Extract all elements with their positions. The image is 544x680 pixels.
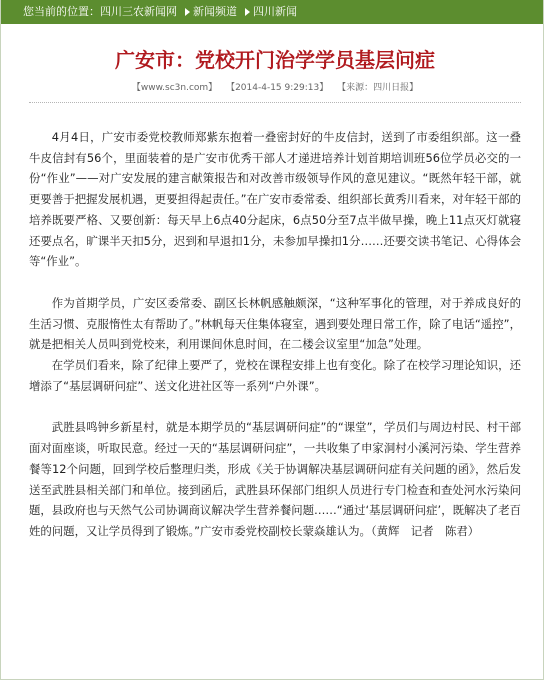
article-body [29,127,521,542]
breadcrumb-link-sichuan-news[interactable]: 四川新闻 [253,5,297,18]
article-paragraph: 武胜县鸣钟乡新星村，就是本期学员的“基层调研问症”的“课堂”，学员们与周边村民、村干部面对面座谈，听取民意。经过一天的“基层调研问症”，一共收集了申家洞村小溪河污染、学生营养餐等12个问题，回到学校后整理归类，形成《关于协调解决基层调研问症有关问题的函》，然后发送至武胜县相关部门和单位。接到函后，武胜县环保部门组织人员进行专门检查和查处河水污染问题，县政府也与天然气公司协调商议解决学生营养餐问题……“通过‘基层调研问症’，既解决了老百姓的问题，又让学员得到了锻炼。”广安市委党校副校长蒙焱雄认为。（黄辉 记者 陈君） [29,420,521,538]
title-divider [29,102,521,103]
article-paragraph: 在学员们看来，除了纪律上要严了，党校在课程安排上也有变化。除了在校学习理论知识，还增添了“基层调研问症”、送文化进社区等一系列“户外课”。 [29,358,521,393]
breadcrumb-prefix: 您当前的位置： [23,5,100,18]
breadcrumb-arrow-icon [185,8,190,16]
meta-source: 【来源：四川日报】 [337,83,419,93]
article-paragraph: 4月4日，广安市委党校教师郑紫东抱着一叠密封好的牛皮信封，送到了市委组织部。这一叠牛皮信封有56个，里面装着的是广安市优秀干部人才递进培养计划首期培训班56位学员必交的一份“作业”——对广安发展的建言献策报告和对改善市级领导作风的意见建议。“既然年轻干部，就更要善于把握发展机遇，更要担得起责任。”在广安市委常委、组织部长黄秀川看来，对年轻干部的培养既要严格、又要创新：每天早上6点40分起床，6点50分至7点半做早操，晚上11点灭灯就寝还要点名，旷课半天扣5分，迟到和早退扣1分，未参加早操扣1分……还要交读书笔记、心得体会等“作业”。 [29,130,521,269]
breadcrumb-arrow-icon [245,8,250,16]
meta-site: 【www.sc3n.com】 [131,83,218,93]
meta-time: 【2014-4-15 9:29:13】 [226,83,329,93]
breadcrumb [1,0,543,24]
breadcrumb-link-news-channel[interactable]: 新闻频道 [193,5,237,18]
article [1,46,543,542]
article-paragraph: 作为首期学员，广安区委常委、副区长林帆感触颇深，“这种军事化的管理，对于养成良好的生活习惯、克服惰性太有帮助了。”林帆每天住集体寝室，遇到要处理日常工作，除了电话“遥控”，就是把相关人员叫到党校来，利用课间休息时间，在二楼会议室里“加急”处理。 [29,295,521,352]
article-title: 广安市：党校开门治学学员基层问症 [115,48,435,72]
article-meta [29,80,521,93]
breadcrumb-link-site[interactable]: 四川三农新闻网 [100,5,177,18]
